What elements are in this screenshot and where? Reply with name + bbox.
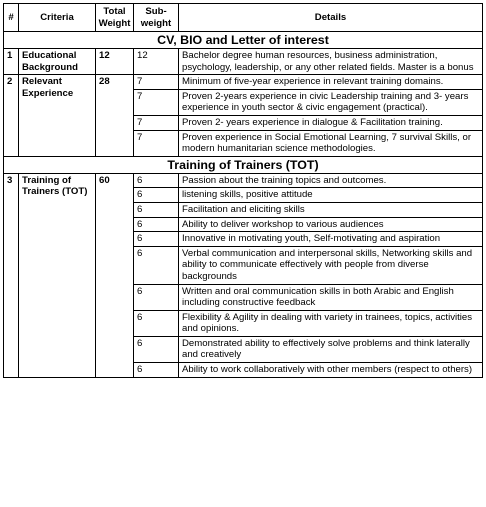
detail-text: listening skills, positive attitude [179, 188, 483, 203]
table-body [4, 32, 483, 378]
detail-text: Verbal communication and interpersonal skills, Networking skills and ability to communicate effectively with people from diverse backgrounds [179, 246, 483, 284]
sub-weight: 6 [134, 336, 179, 362]
header-row [4, 4, 483, 32]
sub-weight: 6 [134, 246, 179, 284]
criterion-name: Relevant Experience [19, 75, 96, 157]
detail-text: Passion about the training topics and outcomes. [179, 173, 483, 188]
sub-weight: 12 [134, 49, 179, 75]
total-weight: 28 [96, 75, 134, 157]
sub-weight: 7 [134, 75, 179, 90]
criterion-number: 3 [4, 173, 19, 377]
sub-weight: 6 [134, 202, 179, 217]
sub-weight: 6 [134, 284, 179, 310]
header-sub-weight: Sub-weight [134, 4, 179, 32]
detail-text: Innovative in motivating youth, Self-motivating and aspiration [179, 232, 483, 247]
sub-weight: 6 [134, 217, 179, 232]
criterion-number: 1 [4, 49, 19, 75]
detail-text: Proven 2-years experience in civic Leadership training and 3- years experience in youth sector & civic engagement (practical). [179, 89, 483, 115]
sub-weight: 6 [134, 173, 179, 188]
header-num: # [4, 4, 19, 32]
sub-weight: 6 [134, 232, 179, 247]
header-details: Details [179, 4, 483, 32]
sub-weight: 7 [134, 130, 179, 156]
detail-text: Proven experience in Social Emotional Learning, 7 survival Skills, or modern humanitarian science methodologies. [179, 130, 483, 156]
criterion-name: Training of Trainers (TOT) [19, 173, 96, 377]
evaluation-criteria-table [3, 3, 483, 378]
table-row [4, 49, 483, 75]
criterion-number: 2 [4, 75, 19, 157]
detail-text: Demonstrated ability to effectively solve problems and think laterally and creatively [179, 336, 483, 362]
detail-text: Ability to deliver workshop to various audiences [179, 217, 483, 232]
sub-weight: 6 [134, 363, 179, 378]
table-header [4, 4, 483, 32]
criterion-name: Educational Background [19, 49, 96, 75]
total-weight: 60 [96, 173, 134, 377]
header-criteria: Criteria [19, 4, 96, 32]
sub-weight: 7 [134, 115, 179, 130]
sub-weight: 6 [134, 188, 179, 203]
detail-text: Proven 2- years experience in dialogue & Facilitation training. [179, 115, 483, 130]
detail-text: Minimum of five-year experience in relevant training domains. [179, 75, 483, 90]
detail-text: Flexibility & Agility in dealing with variety in trainees, topics, activities and opinions. [179, 310, 483, 336]
detail-text: Ability to work collaboratively with other members (respect to others) [179, 363, 483, 378]
total-weight: 12 [96, 49, 134, 75]
table-row [4, 173, 483, 188]
detail-text: Written and oral communication skills in both Arabic and English including constructive feedback [179, 284, 483, 310]
detail-text: Facilitation and eliciting skills [179, 202, 483, 217]
table-row [4, 75, 483, 90]
sub-weight: 7 [134, 89, 179, 115]
sub-weight: 6 [134, 310, 179, 336]
section-title: Training of Trainers (TOT) [4, 156, 483, 173]
header-total-weight: Total Weight [96, 4, 134, 32]
section-title: CV, BIO and Letter of interest [4, 32, 483, 49]
section-row [4, 32, 483, 49]
detail-text: Bachelor degree human resources, business administration, psychology, leadership, or any other related fields. Master is a bonus [179, 49, 483, 75]
section-row [4, 156, 483, 173]
